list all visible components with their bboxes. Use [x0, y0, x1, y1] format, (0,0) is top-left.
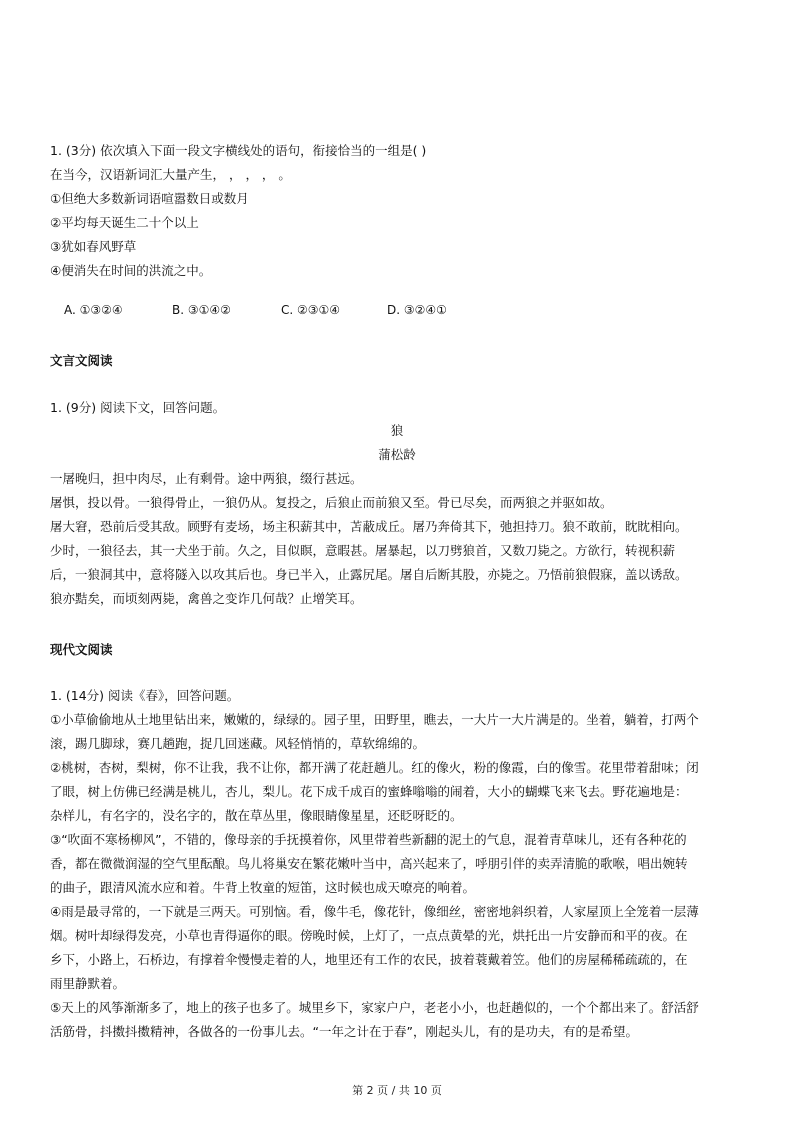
- page-footer: 第 2 页 / 共 10 页: [352, 1084, 442, 1097]
- q2-text-line: 屠大窘，恐前后受其敌。顾野有麦场，场主积薪其中，苫蔽成丘。屠乃奔倚其下，弛担持刀。狼不敢前，眈眈相向。: [50, 519, 688, 534]
- q2-text-line: 屠惧，投以骨。一狼得骨止，一狼仍从。复投之，后狼止而前狼又至。骨已尽矣，而两狼之并驱如故。: [50, 495, 613, 510]
- q2-text-line: 后，一狼洞其中，意将隧入以攻其后也。身已半入，止露尻尾。屠自后断其股，亦毙之。乃悟前狼假寐，盖以诱敌。: [50, 567, 688, 582]
- section-heading-modern: 现代文阅读: [50, 642, 113, 657]
- q1-option-d[interactable]: D. ③②④①: [387, 303, 447, 317]
- q3-text-line: ③“吹面不寒杨柳风”，不错的，像母亲的手抚摸着你，风里带着些新翻的泥土的气息，混着青草味儿，还有各种花的: [50, 832, 687, 847]
- q3-text-line: ⑤天上的风筝渐渐多了，地上的孩子也多了。城里乡下，家家户户，老老小小，也赶趟似的，一个个都出来了。舒活舒: [50, 1000, 699, 1015]
- q3-text-line: 雨里静默着。: [50, 976, 126, 991]
- q1-stem: 1. (3分) 依次填入下面一段文字横线处的语句，衔接恰当的一组是( ): [50, 143, 427, 158]
- q2-stem: 1. (9分) 阅读下文，回答问题。: [50, 400, 226, 415]
- q2-text-line: 一屠晚归，担中肉尽，止有剩骨。途中两狼，缀行甚远。: [50, 471, 363, 486]
- q3-text-line: 乡下，小路上，石桥边，有撑着伞慢慢走着的人，地里还有工作的农民，披着蓑戴着笠。他们的房屋稀稀疏疏的，在: [50, 952, 688, 967]
- q1-item: ①但绝大多数新词语喧嚣数日或数月: [50, 191, 249, 206]
- q3-stem: 1. (14分) 阅读《春》，回答问题。: [50, 688, 240, 703]
- q3-text-line: ④雨是最寻常的，一下就是三两天。可别恼。看，像牛毛，像花针，像细丝，密密地斜织着，人家屋顶上全笼着一层薄: [50, 904, 699, 919]
- section-heading-classical: 文言文阅读: [50, 353, 113, 368]
- q2-text-line: 少时，一狼径去，其一犬坐于前。久之，目似瞑，意暇甚。屠暴起，以刀劈狼首，又数刀毙之。方欲行，转视积薪: [50, 543, 676, 558]
- q2-title: 狼: [390, 423, 404, 438]
- q1-option-b[interactable]: B. ③①④②: [172, 303, 231, 317]
- q3-text-line: 滚，踢几脚球，赛几趟跑，捉几回迷藏。风轻悄悄的，草软绵绵的。: [50, 736, 426, 751]
- q3-text-line: 烟。树叶却绿得发亮，小草也青得逼你的眼。傍晚时候，上灯了，一点点黄晕的光，烘托出一片安静而和平的夜。在: [50, 928, 688, 943]
- q3-text-line: 活筋骨，抖擞抖擞精神，各做各的一份事儿去。“一年之计在于春”，刚起头儿，有的是功夫，有的是希望。: [50, 1024, 638, 1039]
- q3-text-line: 的曲子，跟清风流水应和着。牛背上牧童的短笛，这时候也成天嘹亮的响着。: [50, 880, 476, 895]
- q3-text-line: 了眼，树上仿佛已经满是桃儿，杏儿，梨儿。花下成千成百的蜜蜂嗡嗡的闹着，大小的蝴蝶飞来飞去。野花遍地是：: [50, 784, 688, 799]
- q3-text-line: ②桃树，杏树，梨树，你不让我，我不让你，都开满了花赶趟儿。红的像火，粉的像霞，白的像雪。花里带着甜味；闭: [50, 760, 699, 775]
- q1-item: ②平均每天诞生二十个以上: [50, 215, 199, 230]
- q3-text-line: ①小草偷偷地从土地里钻出来，嫩嫩的，绿绿的。园子里，田野里，瞧去，一大片一大片满是的。坐着，躺着，打两个: [50, 712, 699, 727]
- q2-text-line: 狼亦黠矣，而顷刻两毙，禽兽之变诈几何哉？止增笑耳。: [50, 591, 363, 606]
- q3-text-line: 香，都在微微润湿的空气里酝酿。鸟儿将巢安在繁花嫩叶当中，高兴起来了，呼朋引伴的卖弄清脆的歌喉，唱出婉转: [50, 856, 688, 871]
- q1-item: ④便消失在时间的洪流之中。: [50, 263, 212, 278]
- q2-author: 蒲松龄: [378, 447, 416, 462]
- q1-item: ③犹如春风野草: [50, 239, 137, 254]
- q1-option-a[interactable]: A. ①③②④: [64, 303, 123, 317]
- q1-option-c[interactable]: C. ②③①④: [281, 303, 341, 317]
- q3-text-line: 杂样儿，有名字的，没名字的，散在草丛里，像眼睛像星星，还眨呀眨的。: [50, 808, 463, 823]
- q1-context: 在当今，汉语新词汇大量产生， ， ， ， 。: [50, 167, 291, 182]
